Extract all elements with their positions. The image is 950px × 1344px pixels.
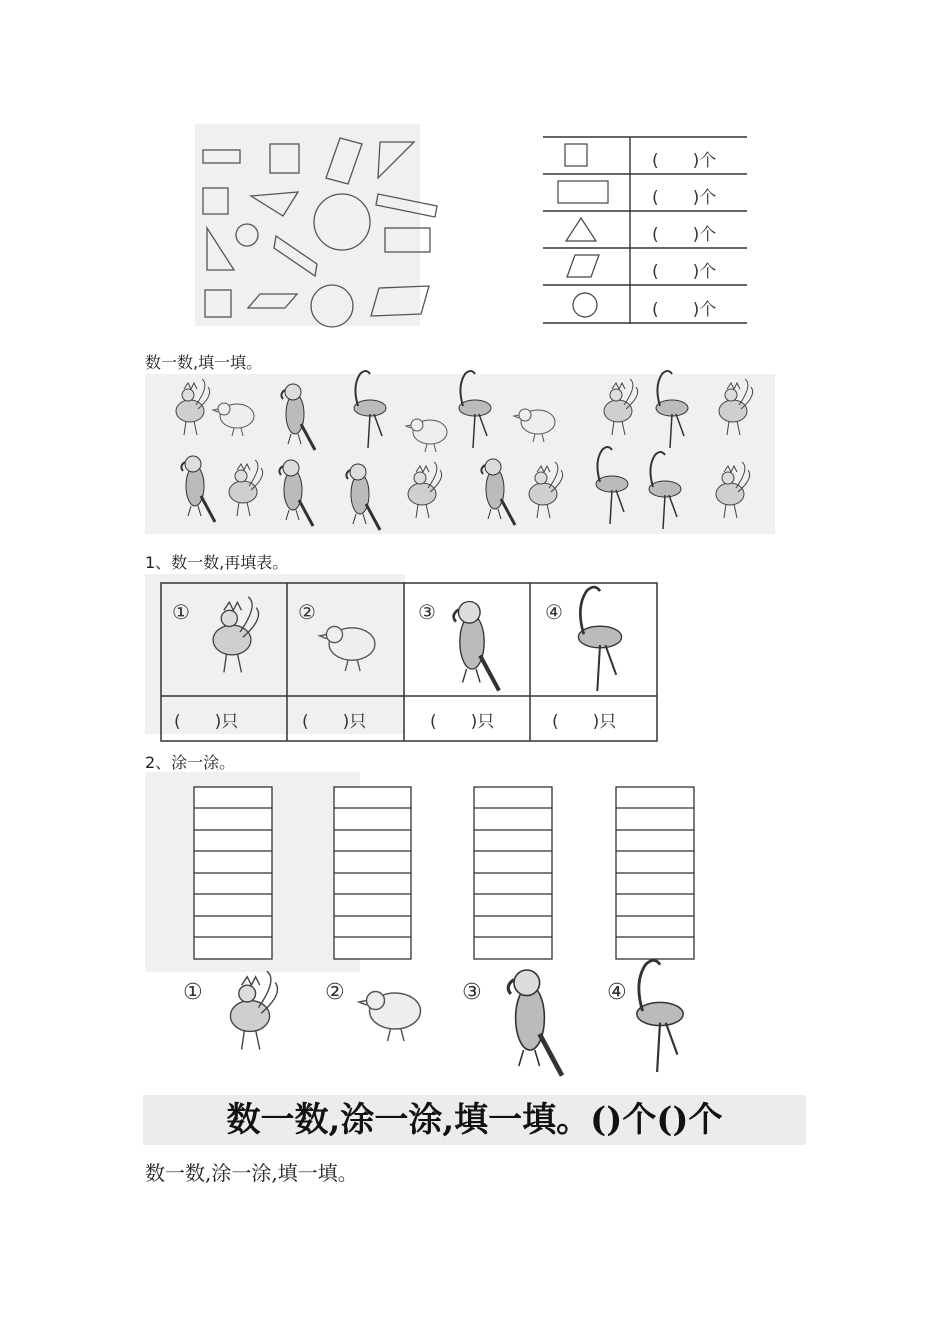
footer-text: 数一数,涂一涂,填一填。 xyxy=(145,1161,358,1185)
parallelogram-shape xyxy=(274,236,317,276)
parallelogram-shape-icon xyxy=(567,255,599,277)
birds-picture xyxy=(145,374,775,534)
rectangle-shape xyxy=(326,138,362,184)
flamingo-icon xyxy=(637,960,683,1072)
triangle-shape xyxy=(251,192,298,216)
bird-count-cell[interactable]: ( )只 xyxy=(430,712,495,732)
chick-icon xyxy=(320,626,375,671)
triangle-shape xyxy=(207,228,234,270)
column-marker-2: ② xyxy=(298,600,316,624)
bird-count-cell[interactable]: ( )只 xyxy=(174,712,239,732)
triangle-shape xyxy=(378,142,414,178)
page-title: 数一数,涂一涂,填一填。()个()个 xyxy=(226,1100,723,1140)
shape-count-cell[interactable]: ( )个 xyxy=(652,262,717,282)
column-marker-1: ① xyxy=(172,600,190,624)
shape-count-cell[interactable]: ( )个 xyxy=(652,225,717,245)
bird-count-cell[interactable]: ( )只 xyxy=(302,712,367,732)
chick-icon xyxy=(359,992,421,1042)
bird-marker-3: ③ xyxy=(462,980,482,1005)
square-shape-icon xyxy=(565,144,587,166)
square-shape xyxy=(203,188,228,214)
bird-icons-row-1 xyxy=(176,371,753,452)
question-1-label: 1、数一数,再填表。 xyxy=(145,553,289,572)
rooster-icon xyxy=(230,971,277,1049)
shapes-picture xyxy=(195,124,445,334)
triangle-shape-icon xyxy=(566,218,596,241)
coloring-bars xyxy=(193,786,698,962)
bird-count-cell[interactable]: ( )只 xyxy=(552,712,617,732)
coloring-bar-3 xyxy=(474,787,552,959)
rectangle-shape xyxy=(385,228,430,252)
coloring-bar-2 xyxy=(334,787,411,959)
bird-marker-4: ④ xyxy=(607,980,627,1005)
shape-count-cell[interactable]: ( )个 xyxy=(652,188,717,208)
circle-shape xyxy=(236,224,258,246)
title-banner xyxy=(143,1095,806,1145)
flamingo-icon xyxy=(578,587,621,691)
shape-count-cell[interactable]: ( )个 xyxy=(652,151,717,171)
question-2-label: 2、涂一涂。 xyxy=(145,753,236,772)
square-shape xyxy=(205,290,231,317)
rectangle-shape-icon xyxy=(558,181,608,203)
coloring-bar-4 xyxy=(616,787,694,959)
parrot-icon xyxy=(508,970,562,1076)
parallelogram-shape xyxy=(248,294,297,308)
circle-shape-icon xyxy=(573,293,597,317)
coloring-bar-1 xyxy=(194,787,272,959)
column-marker-4: ④ xyxy=(545,600,563,624)
shape-count-cell[interactable]: ( )个 xyxy=(652,300,717,320)
circle-shape xyxy=(311,285,353,327)
parallelogram-shape xyxy=(371,286,429,316)
question-2-birds xyxy=(180,966,740,1081)
rectangle-shape xyxy=(376,194,437,217)
column-marker-3: ③ xyxy=(418,600,436,624)
birds-instruction: 数一数,填一填。 xyxy=(145,353,263,372)
square-shape xyxy=(270,144,299,173)
rooster-icon xyxy=(213,597,258,673)
bird-icons-row-2 xyxy=(181,447,749,530)
shape-count-table xyxy=(543,136,748,326)
parrot-icon xyxy=(454,602,499,691)
bird-marker-1: ① xyxy=(183,980,203,1005)
rectangle-shape xyxy=(203,150,240,163)
circle-shape xyxy=(314,194,370,250)
bird-marker-2: ② xyxy=(325,980,345,1005)
